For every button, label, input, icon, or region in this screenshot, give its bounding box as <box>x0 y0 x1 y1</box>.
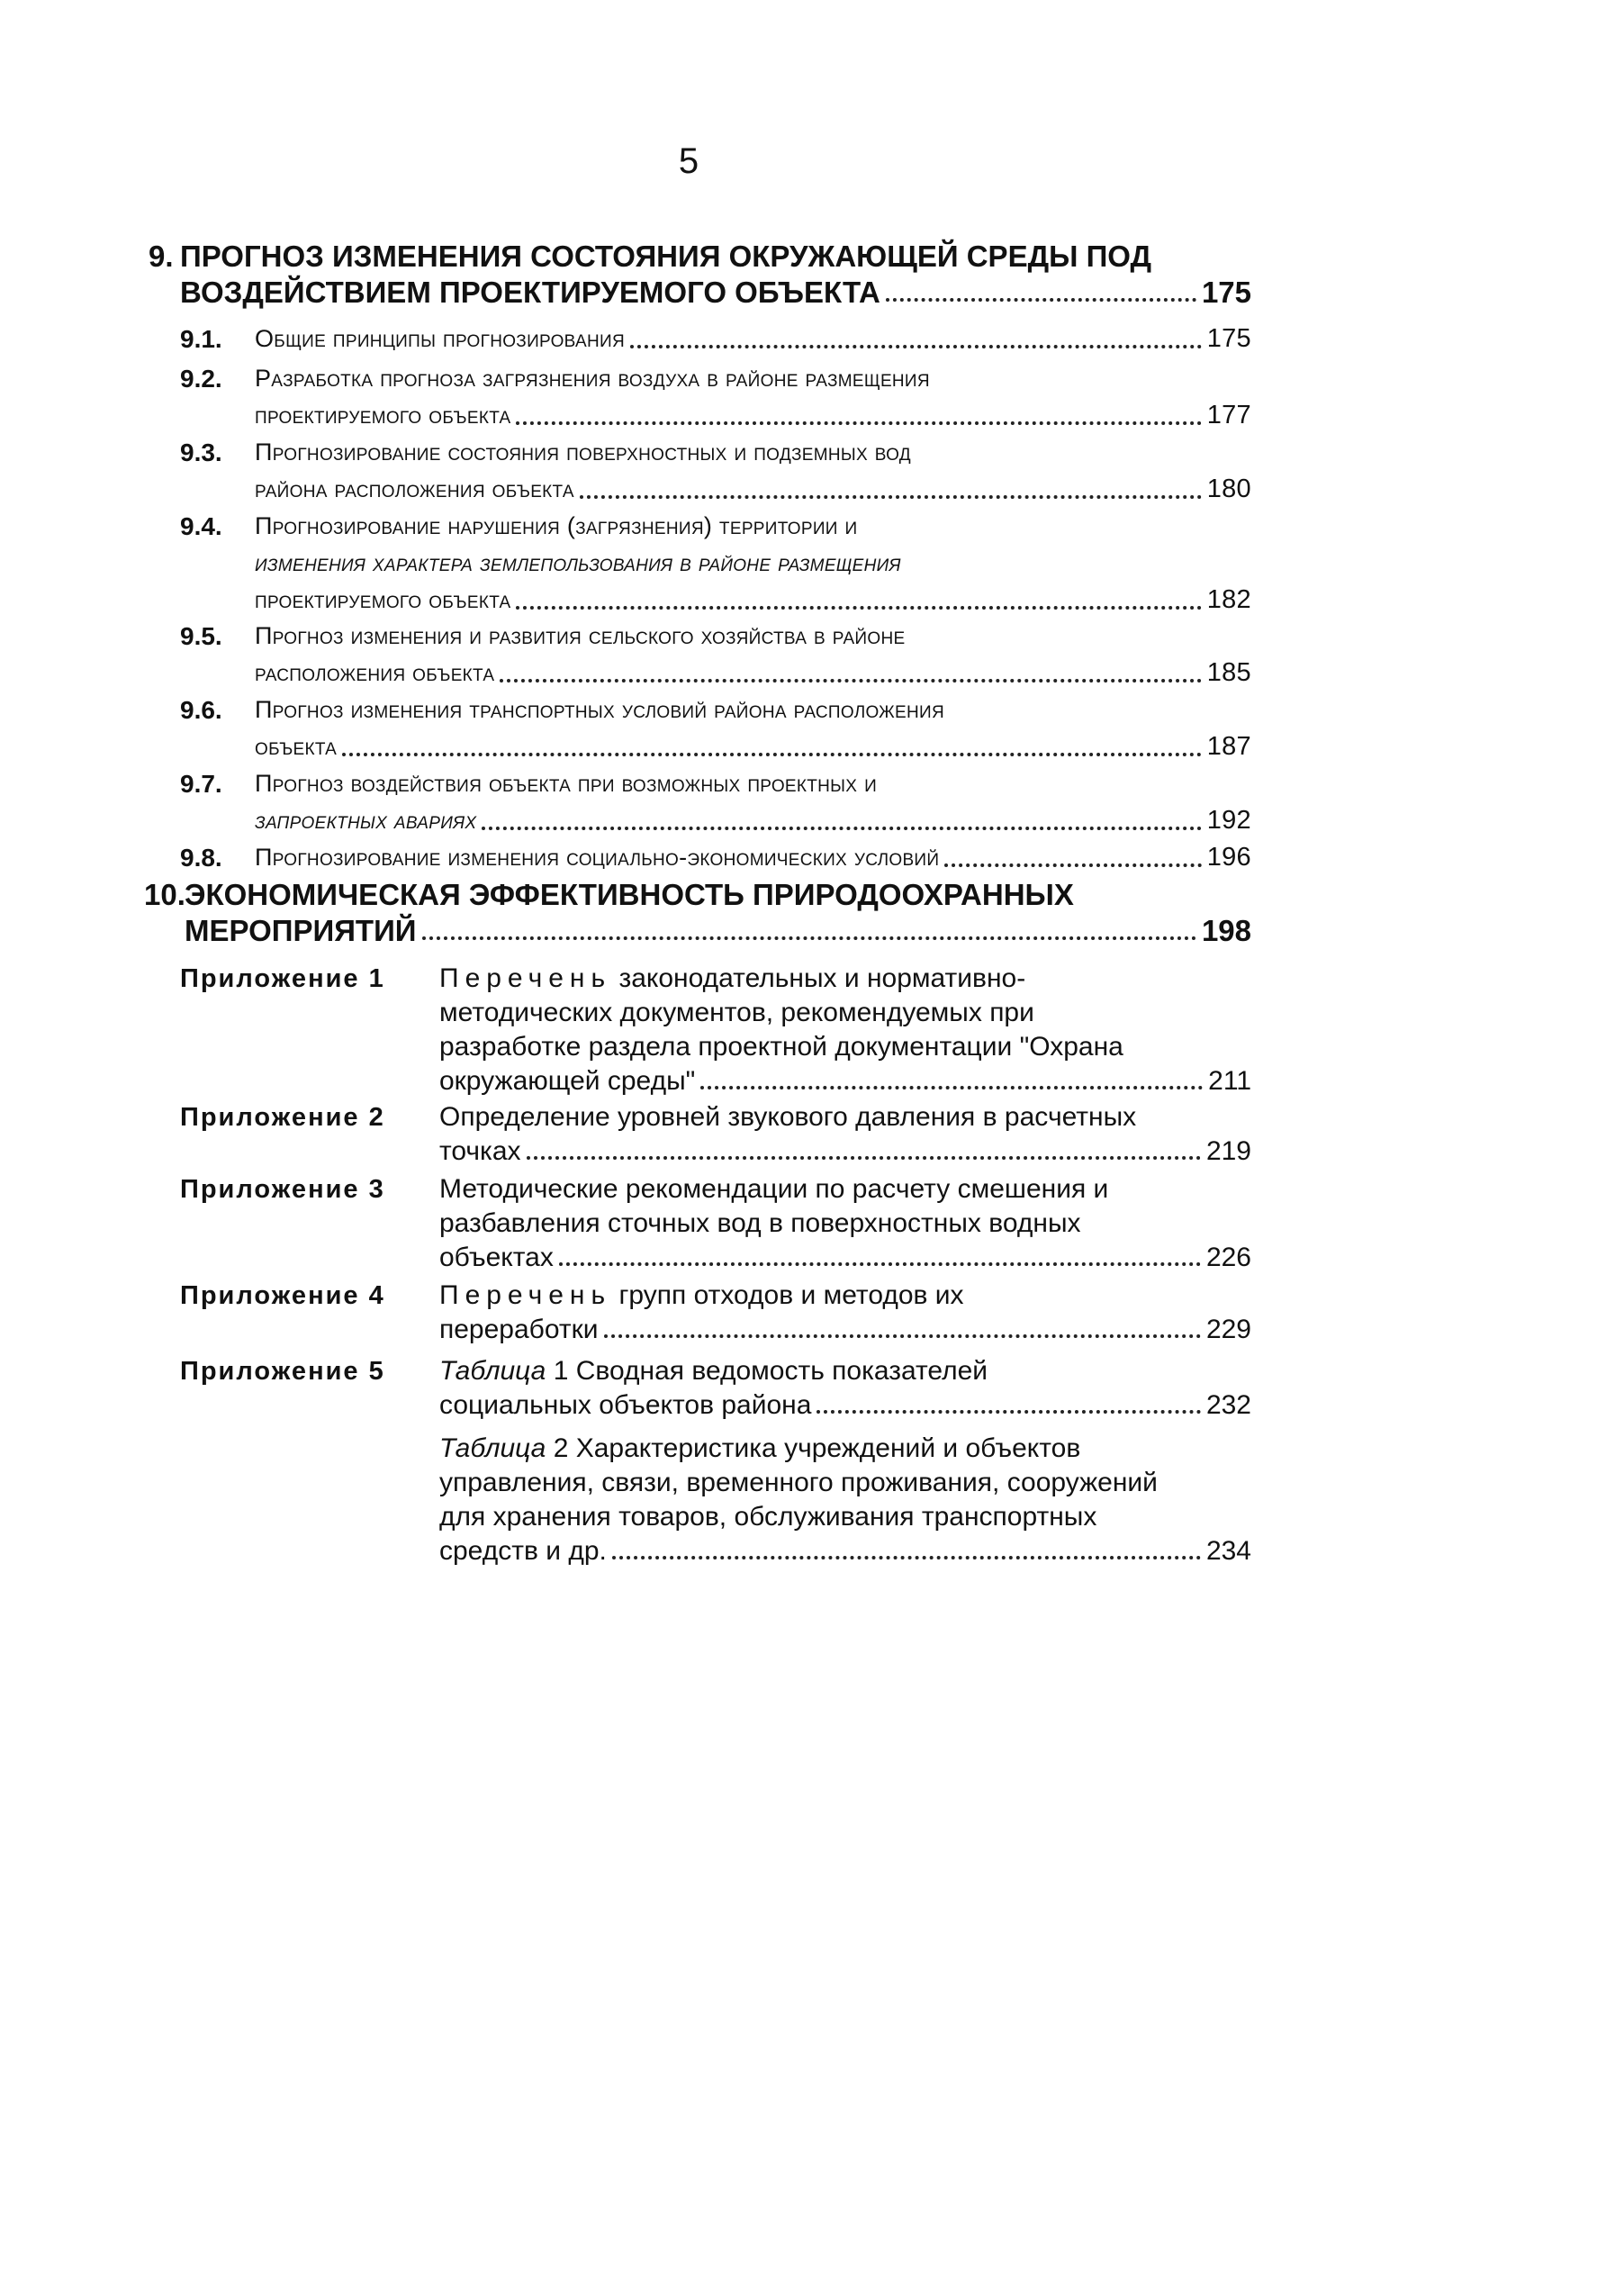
toc-section-9-2[interactable] <box>180 360 1251 434</box>
page-ref: 180 <box>1206 475 1251 503</box>
toc-section-9-4[interactable] <box>180 508 1251 619</box>
leader-dots <box>527 1156 1201 1160</box>
leader-dots <box>630 345 1202 348</box>
section-title-line: Прогноз изменения и развития сельского хозяйства в районе <box>255 622 906 649</box>
toc-chapter-9[interactable] <box>149 239 1251 311</box>
toc-section-9-7[interactable] <box>180 765 1251 839</box>
appendix-title-line: социальных объектов района <box>439 1390 812 1420</box>
section-number: 9.5. <box>180 622 222 650</box>
toc-section-9-3[interactable] <box>180 434 1251 508</box>
page-ref: 198 <box>1201 914 1251 947</box>
appendix-title-spaced: Перечень <box>439 963 612 993</box>
appendix-title-line: разбавления сточных вод в поверхностных водных <box>439 1208 1081 1238</box>
leader-dots <box>422 936 1196 940</box>
appendix-title-line: объектах <box>439 1243 554 1272</box>
appendix-title-line: управления, связи, временного проживания, сооружений <box>439 1468 1158 1497</box>
chapter-title-line: ПРОГНОЗ ИЗМЕНЕНИЯ СОСТОЯНИЯ ОКРУЖАЮЩЕЙ СРЕДЫ ПОД <box>180 240 1152 273</box>
toc-section-9-8[interactable] <box>180 839 1251 876</box>
section-title-line: запроектных авариях <box>255 807 477 834</box>
leader-dots <box>612 1556 1201 1559</box>
toc-appendix-5-table-2[interactable] <box>180 1432 1251 1568</box>
page-ref: 229 <box>1205 1315 1251 1344</box>
appendix-label: Приложение 5 <box>180 1357 385 1386</box>
leader-dots <box>559 1262 1201 1266</box>
section-title-line: расположения объекта <box>255 659 495 686</box>
leader-dots <box>604 1334 1201 1338</box>
page-ref: 226 <box>1205 1243 1251 1272</box>
appendix-title-line: Определение уровней звукового давления в расчетных <box>439 1102 1137 1132</box>
section-title-line: Прогнозирование состояния поверхностных и подземных вод <box>255 438 911 466</box>
section-number: 9.6. <box>180 696 222 724</box>
appendix-title-line: средств и др. <box>439 1536 607 1566</box>
page-ref: 175 <box>1206 324 1251 353</box>
leader-dots <box>342 753 1202 756</box>
section-title-line: объекта <box>255 733 338 760</box>
toc-appendix-4[interactable] <box>180 1279 1251 1347</box>
section-title: Общие принципы прогнозирования <box>255 325 625 352</box>
section-title-line: района расположения объекта <box>255 475 574 502</box>
appendix-label: Приложение 4 <box>180 1281 385 1310</box>
page-number: 5 <box>678 141 699 181</box>
toc-section-9-5[interactable] <box>180 618 1251 692</box>
chapter-title-line: ЭКОНОМИЧЕСКАЯ ЭФФЕКТИВНОСТЬ ПРИРОДООХРАННЫХ <box>185 878 1074 911</box>
appendix-title-line: законодательных и нормативно- <box>611 963 1026 993</box>
section-number: 9.4. <box>180 512 222 540</box>
leader-dots <box>516 421 1201 425</box>
appendix-title-line: разработке раздела проектной документации "Охрана <box>439 1032 1123 1062</box>
section-number: 9.1. <box>180 325 222 353</box>
page-ref: 232 <box>1205 1390 1251 1420</box>
page-ref: 177 <box>1206 401 1251 429</box>
leader-dots <box>500 679 1201 682</box>
page-ref: 185 <box>1206 658 1251 687</box>
toc-appendix-5[interactable] <box>180 1354 1251 1423</box>
toc-section-9-1[interactable] <box>180 321 1251 357</box>
section-title-line: проектируемого объекта <box>255 402 511 429</box>
page-ref: 219 <box>1205 1136 1251 1166</box>
page-ref: 175 <box>1201 276 1251 309</box>
appendix-title-line: для хранения товаров, обслуживания транспортных <box>439 1502 1097 1532</box>
chapter-number: 10. <box>144 878 185 911</box>
leader-dots <box>886 298 1196 302</box>
section-title-line: изменения характера землепользования в районе размещения <box>255 549 901 576</box>
appendix-title-line: Методические рекомендации по расчету смешения и <box>439 1174 1109 1204</box>
appendix-title-italic: Таблица <box>439 1433 546 1463</box>
leader-dots <box>944 863 1201 867</box>
page-ref: 187 <box>1206 732 1251 761</box>
toc-appendix-2[interactable] <box>180 1100 1251 1169</box>
appendix-title-spaced: Перечень <box>439 1280 612 1310</box>
section-number: 9.2. <box>180 365 222 393</box>
appendix-title-line: групп отходов и методов их <box>611 1280 964 1310</box>
appendix-title-line: 2 Характеристика учреждений и объектов <box>546 1433 1081 1463</box>
toc-chapter-10[interactable] <box>144 877 1251 949</box>
appendix-label: Приложение 3 <box>180 1175 385 1204</box>
section-number: 9.7. <box>180 770 222 798</box>
section-title-line: проектируемого объекта <box>255 586 511 613</box>
toc-section-9-6[interactable] <box>180 692 1251 765</box>
page-ref: 234 <box>1205 1536 1251 1566</box>
toc-appendix-3[interactable] <box>180 1172 1251 1275</box>
appendix-title-line: точках <box>439 1136 521 1166</box>
appendix-title-line: переработки <box>439 1315 599 1344</box>
section-title-line: Прогноз изменения транспортных условий района расположения <box>255 696 944 723</box>
leader-dots <box>580 495 1202 499</box>
section-number: 9.3. <box>180 438 222 466</box>
page-ref: 182 <box>1206 585 1251 614</box>
chapter-title-line: ВОЗДЕЙСТВИЕМ ПРОЕКТИРУЕМОГО ОБЪЕКТА <box>180 276 880 309</box>
appendix-label: Приложение 2 <box>180 1103 385 1132</box>
page-ref: 192 <box>1206 806 1251 835</box>
leader-dots <box>482 827 1201 830</box>
section-title-line: Прогноз воздействия объекта при возможных проектных и <box>255 770 878 797</box>
leader-dots <box>516 606 1201 610</box>
appendix-label: Приложение 1 <box>180 964 385 993</box>
section-number: 9.8. <box>180 844 222 872</box>
leader-dots <box>817 1410 1201 1414</box>
chapter-title-line: МЕРОПРИЯТИЙ <box>185 914 417 947</box>
page-ref: 196 <box>1206 843 1251 872</box>
appendix-title-italic: Таблица <box>439 1356 546 1386</box>
section-title: Прогнозирование изменения социально-экономических условий <box>255 844 940 871</box>
appendix-title-line: 1 Сводная ведомость показателей <box>546 1356 988 1386</box>
page-ref: 211 <box>1208 1066 1251 1096</box>
appendix-title-line: окружающей среды" <box>439 1066 696 1096</box>
appendix-title-line: методических документов, рекомендуемых при <box>439 998 1034 1027</box>
leader-dots <box>700 1086 1203 1089</box>
section-title-line: Разработка прогноза загрязнения воздуха в районе размещения <box>255 365 930 392</box>
chapter-number: 9. <box>149 240 174 273</box>
toc-appendix-1[interactable] <box>180 962 1251 1098</box>
section-title-line: Прогнозирование нарушения (загрязнения) территории и <box>255 512 858 539</box>
